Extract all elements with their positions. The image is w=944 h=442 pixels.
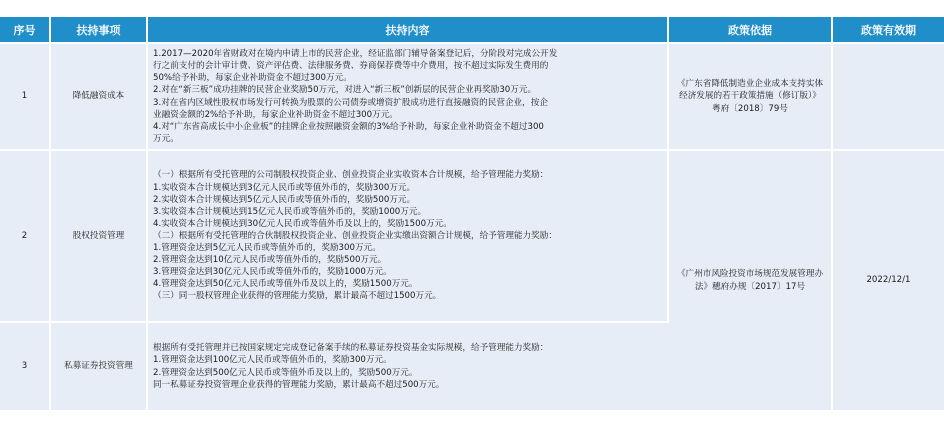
content-line: 3.实收资本合计规模达到15亿元人民币或等值外币的，奖励1000万元。 [153,206,427,217]
header-validity: 政策有效期 [832,17,944,43]
content-line: 万元。 [153,133,179,144]
content-line: 2.管理资金达到500亿元人民币或等值外币及以上的，奖励500万元。 [153,367,418,378]
content-line: 50%给予补助，每家企业补助资金不超过300万元。 [153,73,352,84]
content-line: （三）同一股权管理企业获得的管理能力奖励，累计最高不超过1500万元。 [153,291,442,302]
row-content [147,43,668,150]
content-line: 1.实收资本合计规模达到3亿元人民币或等值外币的，奖励300万元。 [153,182,416,193]
table-row [0,43,944,150]
row-basis: 《广东省降低制造业企业成本支持实体经济发展的若干政策措施（修订版）》粤府〔2018〕79号 [668,43,832,150]
row-content [147,150,668,322]
header-item: 扶持事项 [50,17,147,43]
content-line: 行之前支付的会计审计费、资产评估费、法律服务费、券商保荐费等中介费用，按不超过实际发生费用的 [153,61,549,72]
row-no: 3 [0,322,50,410]
content-line: 4.对“广东省高成长中小企业板”的挂牌企业按照融资金额的3%给予补助，每家企业补助资金不超过300 [153,121,544,132]
header-row [0,17,944,43]
row-no: 1 [0,43,50,150]
content-line: 同一私募证券投资管理企业获得的管理能力奖励，累计最高不超过500万元。 [153,379,445,390]
content-line: 2.对在“新三板”成功挂牌的民营企业奖励50万元，对进入“新三板”创新层的民营企业再奖励30万元。 [153,85,537,96]
row-item: 股权投资管理 [50,150,147,322]
content-line: 1.管理资金达到5亿元人民币或等值外币的，奖励300万元。 [153,243,381,254]
row-validity [832,43,944,150]
header-no: 序号 [0,17,50,43]
table-header [0,17,944,43]
policy-table [0,17,944,410]
content-line: （二）根据所有受托管理的合伙制股权投资企业、创业投资企业实缴出资额合计规模，给予管理能力奖励： [153,230,557,241]
row-basis: 《广州市风险投资市场规范发展管理办法》穗府办规〔2017〕17号 [668,150,832,410]
row-item: 私募证券投资管理 [50,322,147,410]
header-basis: 政策依据 [668,17,832,43]
content-line: 3.管理资金达到30亿元人民币或等值外币的，奖励1000万元。 [153,267,392,278]
row-item: 降低融资成本 [50,43,147,150]
row-no: 2 [0,150,50,322]
content-line: 3.对在省内区域性股权市场发行可转换为股票的公司债券或增资扩股成功进行直接融资的民营企业，按企 [153,97,548,108]
row-content [147,322,668,410]
table-row [0,150,944,322]
content-line: 4.实收资本合计规模达到30亿元人民币或等值外币及以上的，奖励1500万元。 [153,218,452,229]
content-line: 业融资金额的2%给予补助，每家企业补助资金不超过300万元。 [153,109,398,120]
content-line: 2.实收资本合计规模达到5亿元人民币或等值外币的，奖励500万元。 [153,194,416,205]
content-line: （一）根据所有受托管理的公司制股权投资企业、创业投资企业实收资本合计规模，给予管理能力奖励： [153,170,549,181]
content-line: 根据所有受托管理并已按国家规定完成登记备案手续的私募证券投资基金实际规模，给予管理能力奖励： [153,343,549,354]
content-line: 1.管理资金达到100亿元人民币或等值外币的，奖励300万元。 [153,355,392,366]
content-line: 4.管理资金达到50亿元人民币或等值外币及以上的，奖励1500万元。 [153,279,418,290]
header-content: 扶持内容 [147,17,668,43]
table-body [0,43,944,410]
row-validity: 2022/12/1 [832,150,944,410]
content-line: 1.2017—2020年省财政对在境内申请上市的民营企业，经证监部门辅导备案登记后，分阶段对完成公开发 [153,49,558,60]
content-line: 2.管理资金达到10亿元人民币或等值外币的，奖励500万元。 [153,255,387,266]
